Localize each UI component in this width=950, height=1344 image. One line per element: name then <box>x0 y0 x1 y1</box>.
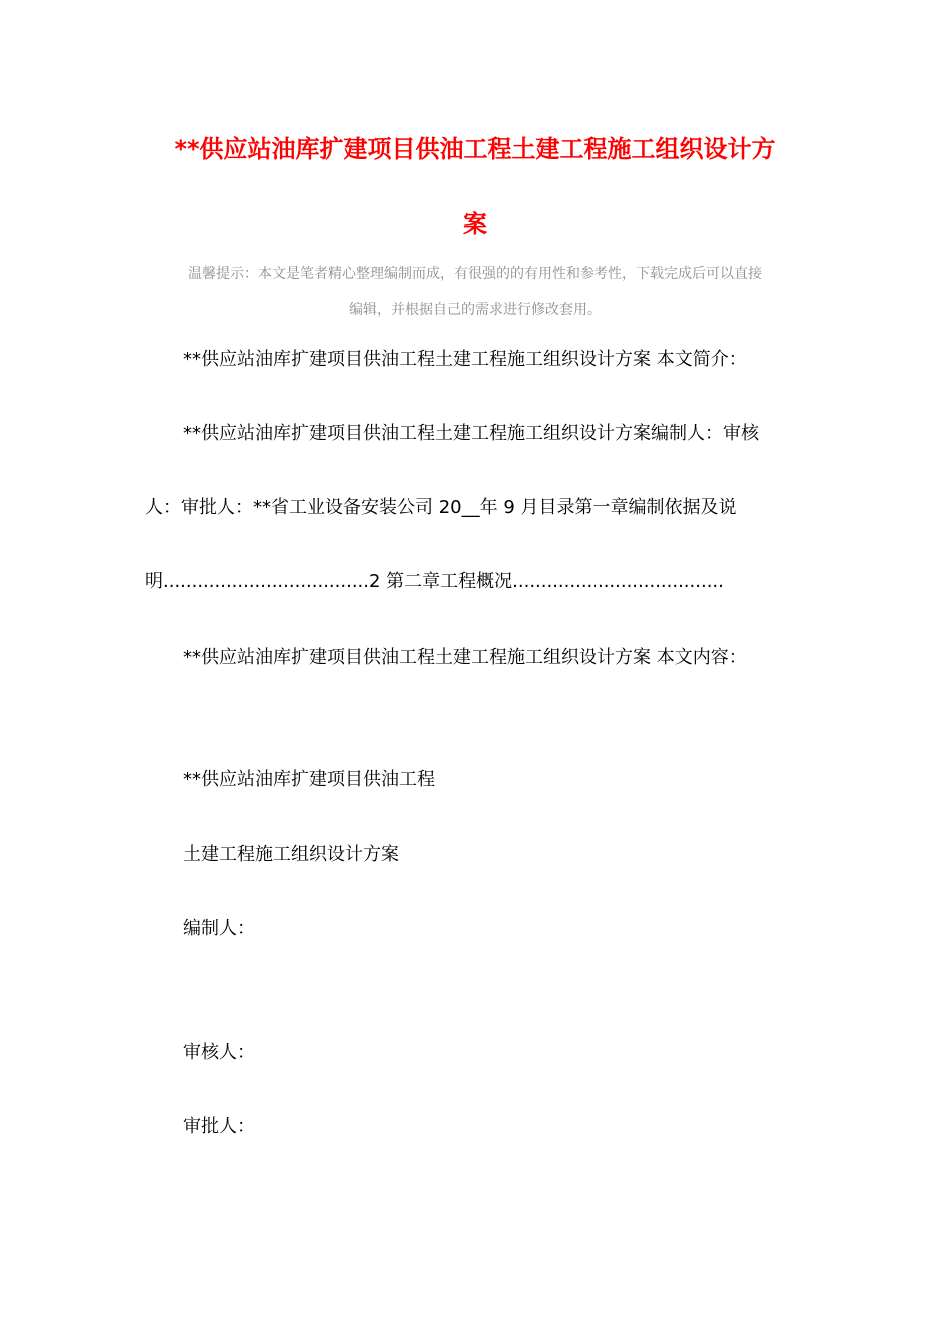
cover-title-line-1: **供应站油库扩建项目供油工程 <box>183 769 435 790</box>
reviewer-label: 审核人： <box>183 1042 255 1063</box>
intro-paragraph-line-2: 人：审批人：**省工业设备安装公司 20__年 9 月目录第一章编制依据及说 <box>145 497 737 518</box>
document-title-line-1: **供应站油库扩建项目供油工程土建工程施工组织设计方 <box>174 135 776 163</box>
document-title-line-2: 案 <box>463 210 487 238</box>
intro-paragraph-line-3: 明....................................2 第二章工程概况..................................... <box>145 571 724 592</box>
intro-paragraph-line-1: **供应站油库扩建项目供油工程土建工程施工组织设计方案编制人：审核 <box>183 423 759 444</box>
approver-label: 审批人： <box>183 1116 255 1137</box>
reminder-note-line-2: 编辑，并根据自己的需求进行修改套用。 <box>349 302 601 318</box>
cover-title-line-2: 土建工程施工组织设计方案 <box>183 844 399 865</box>
intro-heading: **供应站油库扩建项目供油工程土建工程施工组织设计方案 本文简介： <box>183 349 747 370</box>
reminder-note-line-1: 温馨提示：本文是笔者精心整理编制而成，有很强的的有用性和参考性，下载完成后可以直接 <box>188 266 762 282</box>
compiler-label: 编制人： <box>183 918 255 939</box>
content-heading: **供应站油库扩建项目供油工程土建工程施工组织设计方案 本文内容： <box>183 647 747 668</box>
